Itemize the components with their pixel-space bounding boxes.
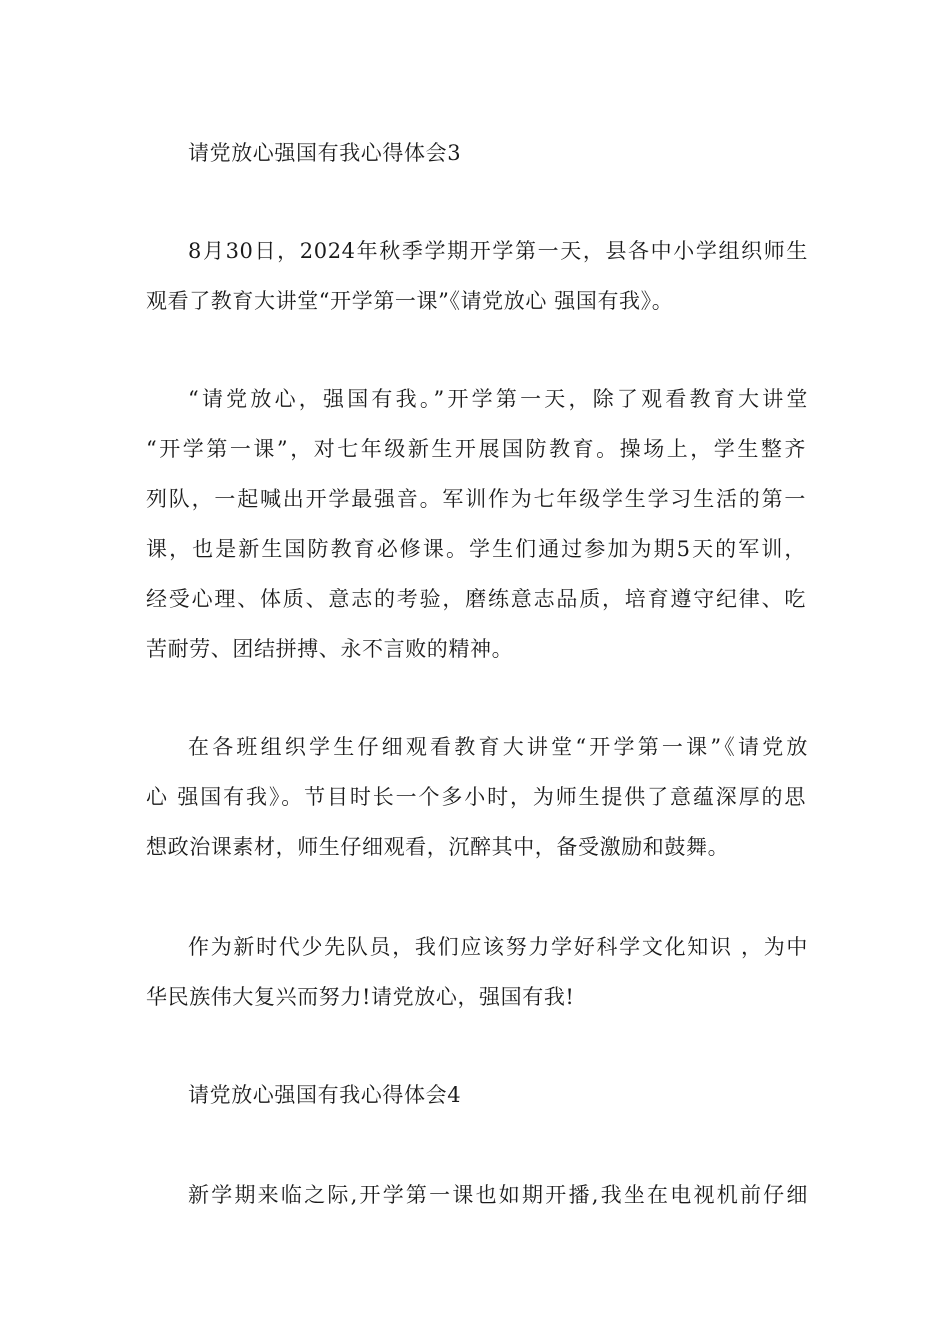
section-heading-4: 请党放心强国有我心得体会4 <box>188 1083 462 1107</box>
paragraph-line: 心 强国有我》。节目时长一个多小时，为师生提供了意蕴深厚的思 <box>146 785 806 809</box>
paragraph-line: 作为新时代少先队员，我们应该努力学好科学文化知识 ，为中 <box>188 935 808 959</box>
paragraph-line: 经受心理、体质、意志的考验，磨练意志品质，培育遵守纪律、吃 <box>146 587 806 611</box>
paragraph-line: 苦耐劳、团结拼搏、永不言败的精神。 <box>146 637 514 661</box>
paragraph-line: 8月30日，2024年秋季学期开学第一天，县各中小学组织师生 <box>188 239 808 263</box>
paragraph-line: 想政治课素材，师生仔细观看，沉醉其中，备受激励和鼓舞。 <box>146 835 730 859</box>
section-heading-3: 请党放心强国有我心得体会3 <box>188 141 462 165</box>
paragraph-line: 观看了教育大讲堂“开学第一课”《请党放心 强国有我》。 <box>146 289 674 313</box>
paragraph-line: 课，也是新生国防教育必修课。学生们通过参加为期5天的军训， <box>146 537 806 561</box>
paragraph-line: 在各班组织学生仔细观看教育大讲堂“开学第一课”《请党放 <box>188 735 808 759</box>
paragraph-line: “开学第一课”，对七年级新生开展国防教育。操场上，学生整齐 <box>146 437 806 461</box>
paragraph-line: 华民族伟大复兴而努力!请党放心，强国有我! <box>146 985 575 1009</box>
paragraph-line: “请党放心，强国有我。”开学第一天，除了观看教育大讲堂 <box>188 387 808 411</box>
paragraph-line: 列队，一起喊出开学最强音。军训作为七年级学生学习生活的第一 <box>146 487 806 511</box>
paragraph-line: 新学期来临之际,开学第一课也如期开播,我坐在电视机前仔细 <box>188 1183 808 1207</box>
